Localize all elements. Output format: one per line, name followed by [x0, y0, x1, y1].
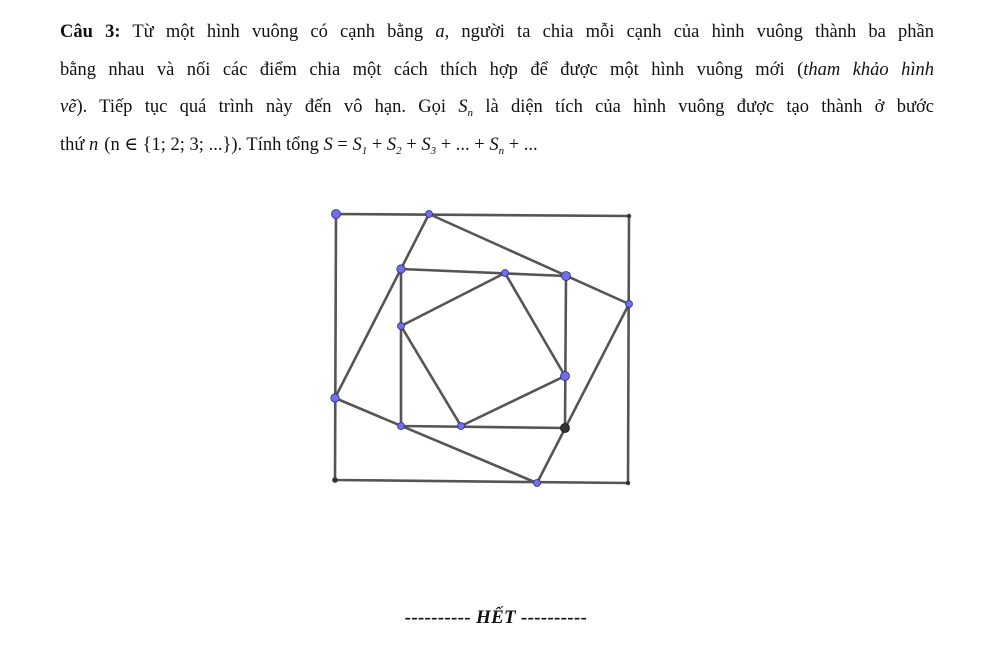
- problem-line-4: thứ n (n ∈ {1; 2; 3; ...}). Tính tổng $S = S_1 + S_2 + S_3$ + ... + $S_n$ + ...: [60, 134, 538, 157]
- division-point: [534, 480, 541, 487]
- figure-lines: [335, 214, 629, 483]
- vertex-point-small: [332, 477, 338, 483]
- figure-points: [331, 210, 633, 487]
- dark-point: [561, 424, 570, 433]
- question-label: Câu 3:: [60, 22, 121, 42]
- fourth-square: [401, 273, 565, 426]
- division-point: [458, 423, 465, 430]
- problem-line-1: Câu 3: Từ một hình vuông có cạnh bằng a, người ta chia mỗi cạnh của hình vuông thành ba phần: [60, 22, 935, 42]
- division-point: [426, 211, 433, 218]
- outer-square: [335, 214, 629, 483]
- third-square: [401, 269, 566, 428]
- vertex-point-small: [627, 214, 631, 218]
- second-square: [335, 214, 629, 483]
- division-point: [626, 301, 633, 308]
- vertex-point: [332, 210, 341, 219]
- division-point: [562, 272, 571, 281]
- division-point: [331, 394, 339, 402]
- division-point: [561, 372, 570, 381]
- end-marker: ---------- HẾT ----------: [404, 607, 588, 628]
- division-point: [502, 270, 509, 277]
- division-point: [398, 323, 405, 330]
- variable-n: n: [89, 134, 99, 155]
- variable-a: a: [435, 22, 445, 42]
- problem-line-3: vẽ). Tiếp tục quá trình này đến vô hạn. Gọi $S_n$ là diện tích của hình vuông được tạo thành ở bước: [60, 97, 934, 119]
- division-point: [398, 423, 405, 430]
- problem-line-2: bằng nhau và nối các điểm chia một cách thích hợp để được một hình vuông mới (tham khảo hình: [60, 59, 934, 80]
- vertex-point-small: [626, 481, 630, 485]
- variable-S: S: [458, 97, 468, 117]
- division-point: [397, 265, 405, 273]
- set-expression: (n ∈ {1; 2; 3; ...}): [104, 134, 238, 155]
